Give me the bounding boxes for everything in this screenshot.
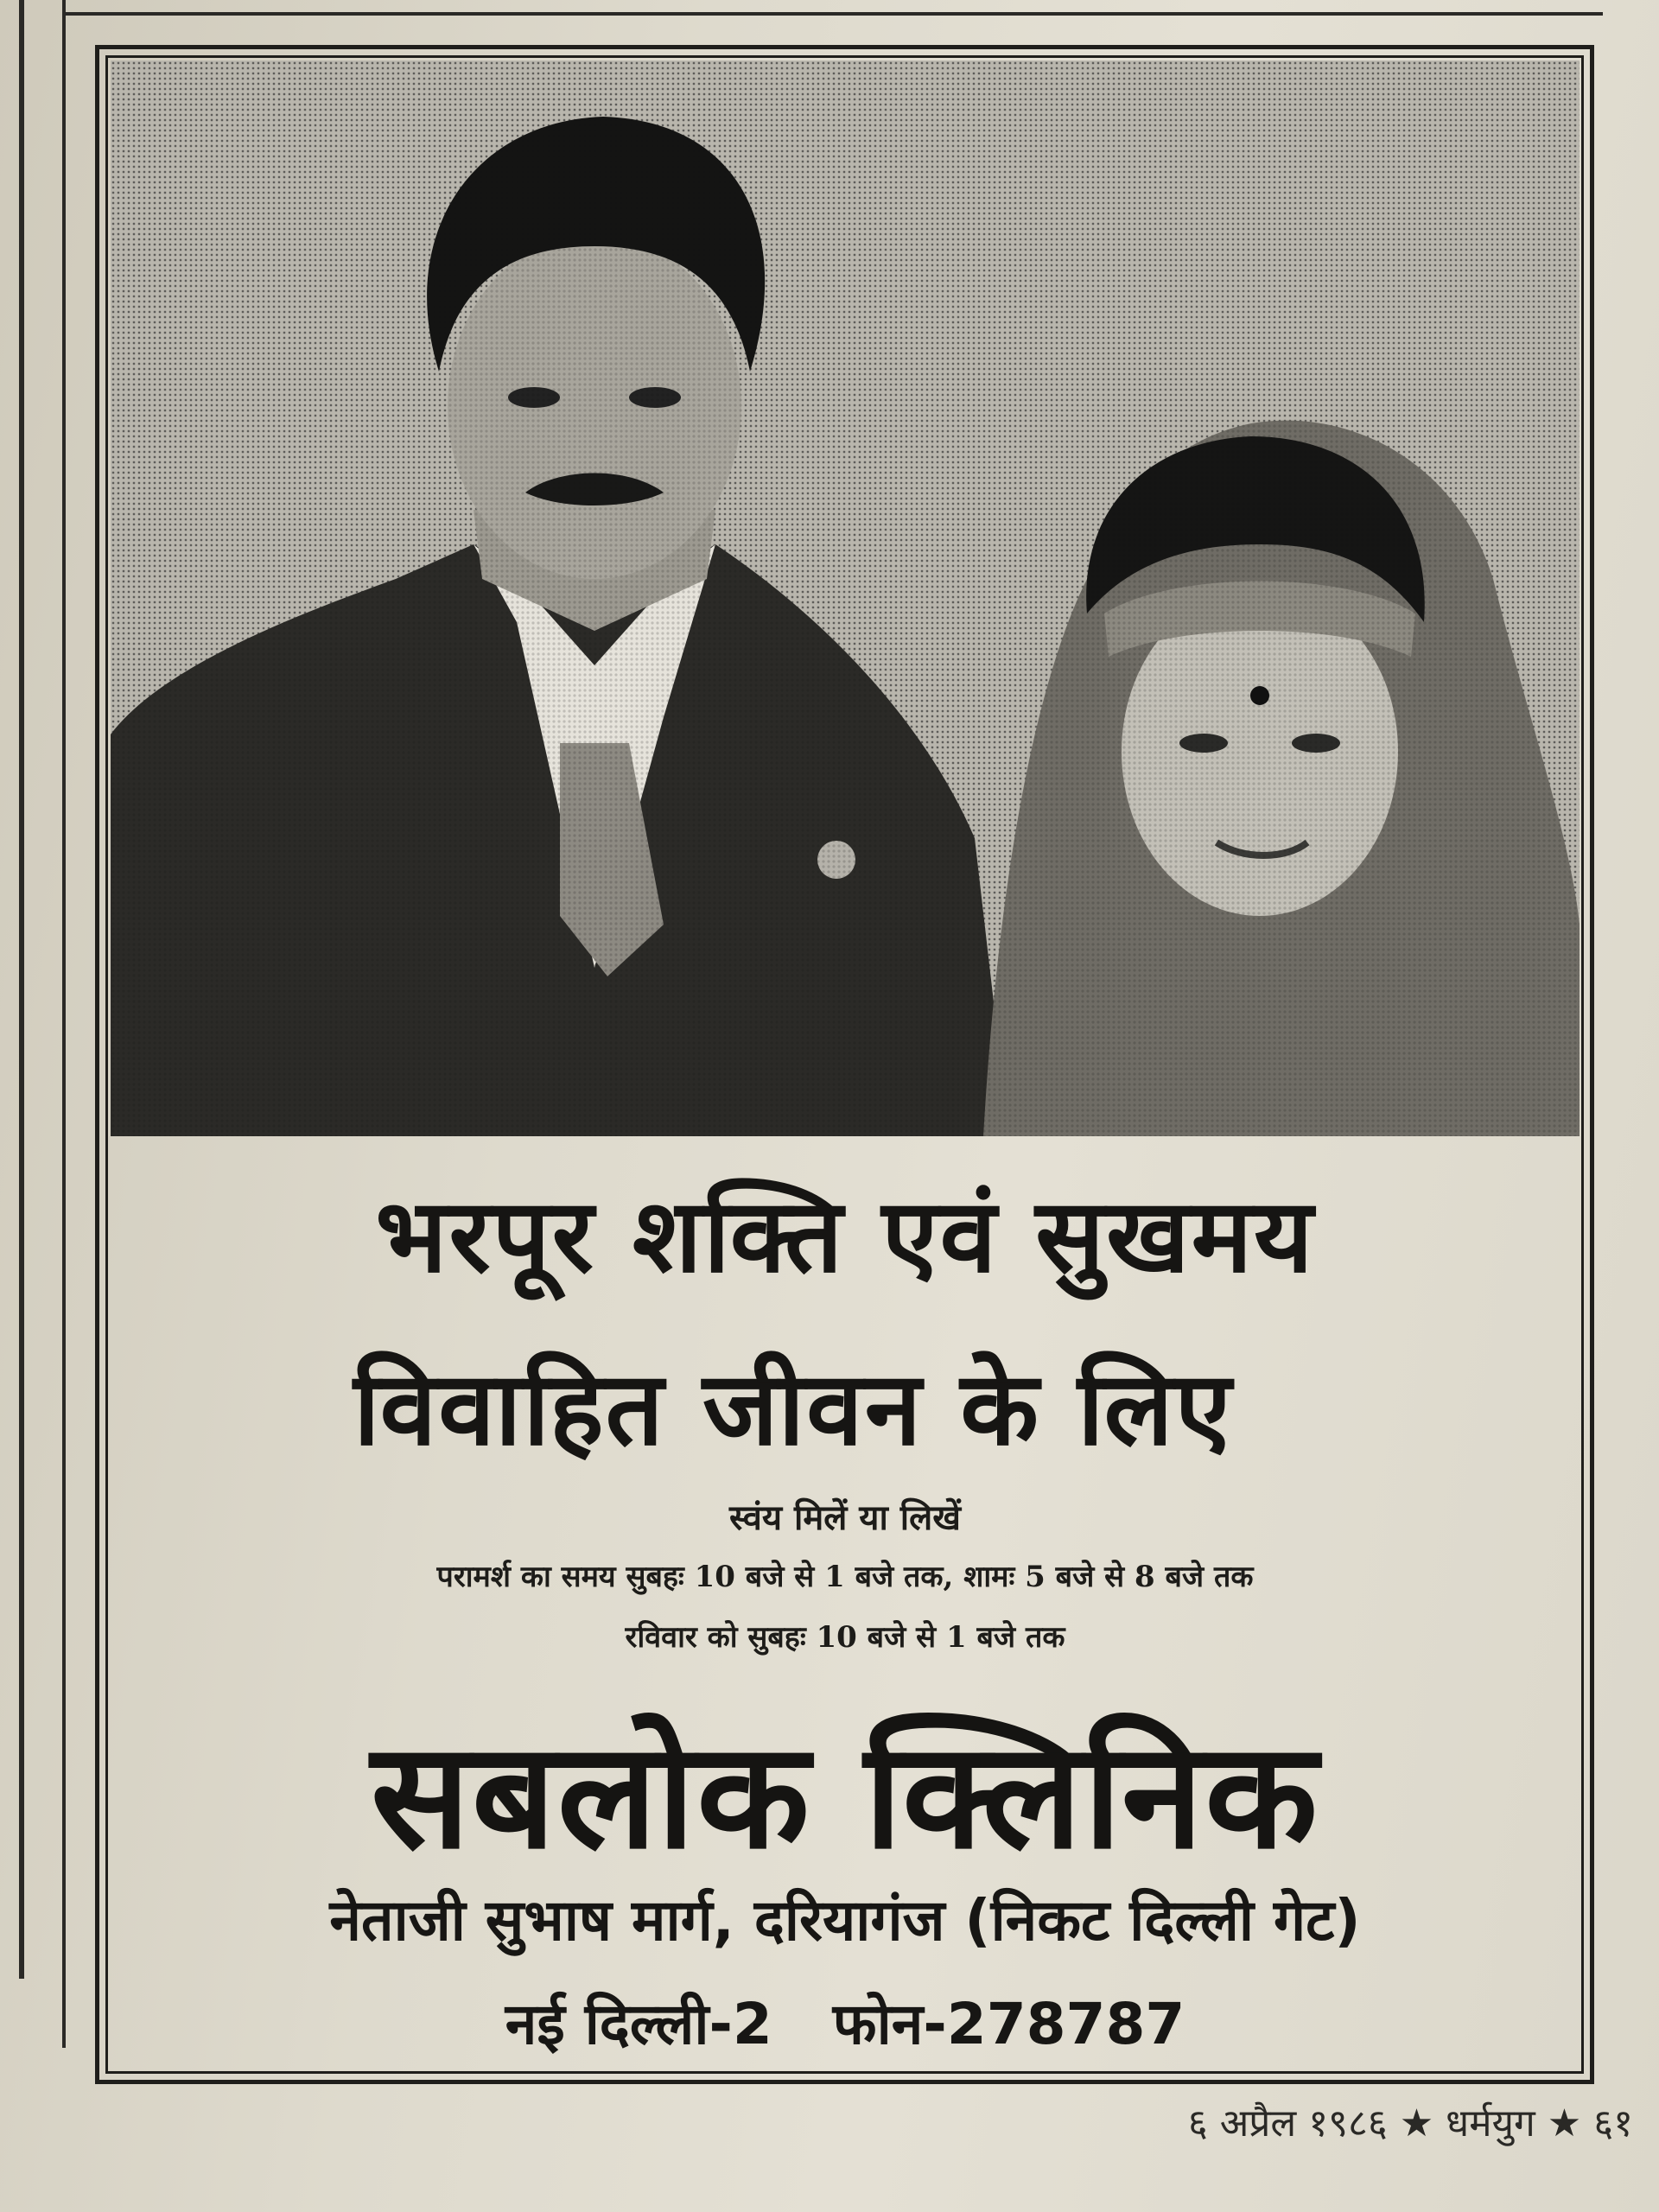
top-rule-divider xyxy=(65,0,1603,16)
contact-instruction: स्वंय मिलें या लिखें xyxy=(729,1497,961,1538)
clinic-phone: फोन-278787 xyxy=(832,1991,1185,2057)
clinic-city: नई दिल्ली-2 xyxy=(505,1991,772,2057)
headline-line-2: विवाहित जीवन के लिए xyxy=(353,1349,1233,1468)
sunday-hours: रविवार को सुबहः 10 बजे से 1 बजे तक xyxy=(625,1620,1065,1655)
clinic-address: नेताजी सुभाष मार्ग, दरियागंज (निकट दिल्ली गेट) xyxy=(329,1887,1361,1954)
clinic-name: सबलोक क्लिनिक xyxy=(371,1711,1319,1882)
left-column-divider xyxy=(19,0,24,1979)
consultation-hours: परामर्श का समय सुबहः 10 बजे से 1 बजे तक, शामः 5 बजे से 8 बजे तक xyxy=(436,1560,1254,1594)
couple-photograph xyxy=(111,60,1580,1136)
headline-line-1: भरपूर शक्ति एवं सुखमय xyxy=(375,1176,1315,1295)
clinic-city-phone xyxy=(111,1983,1580,2061)
page-footer: ६ अप्रैल १९८६ ★ धर्मयुग ★ ६१ xyxy=(1187,2101,1633,2145)
left-inner-divider xyxy=(62,0,66,2048)
